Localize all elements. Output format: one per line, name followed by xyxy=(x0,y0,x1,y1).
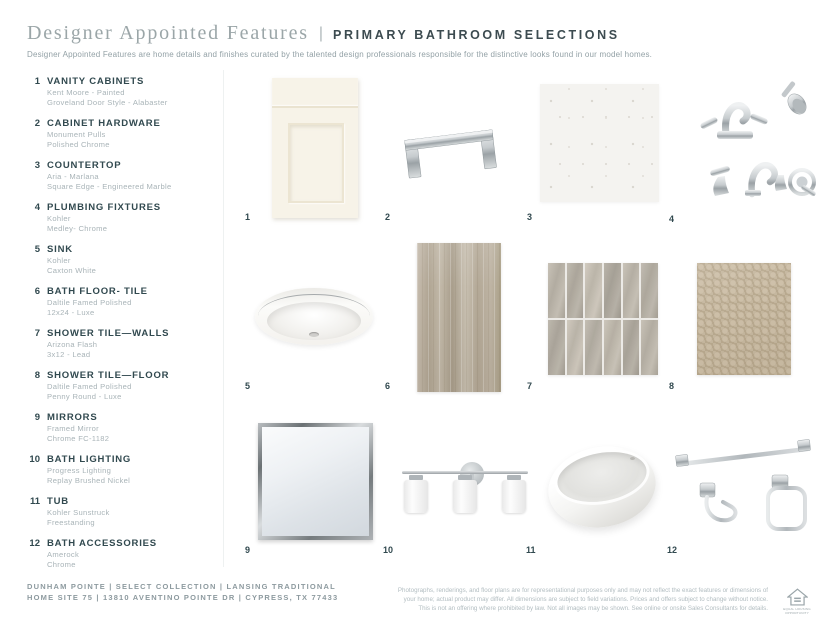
wall-tile xyxy=(604,320,621,375)
swatch-number-4: 4 xyxy=(669,214,675,224)
feature-details xyxy=(47,550,157,570)
feature-details xyxy=(47,424,109,444)
light-bar xyxy=(402,471,528,474)
page-title-row xyxy=(27,22,620,45)
swatch-number-8: 8 xyxy=(669,381,675,391)
feature-detail-line: Chrome FC-1182 xyxy=(47,434,110,443)
feature-detail-line: Framed Mirror xyxy=(47,424,99,433)
tub-overflow-dot xyxy=(630,457,635,460)
light-shade xyxy=(453,480,477,513)
feature-body xyxy=(47,160,172,192)
feature-number: 8 xyxy=(34,370,40,381)
feature-detail-line: 12x24 - Luxe xyxy=(47,308,95,317)
feature-detail-line: Kent Moore - Painted xyxy=(47,88,125,97)
feature-body xyxy=(47,412,109,444)
feature-title: COUNTERTOP xyxy=(47,160,122,171)
feature-number: 2 xyxy=(34,118,40,129)
feature-item xyxy=(27,202,225,234)
feature-details xyxy=(47,466,131,486)
feature-body xyxy=(47,538,157,570)
wall-tile xyxy=(585,263,602,318)
feature-title: BATH FLOOR- TILE xyxy=(47,286,148,297)
feature-detail-line: Caxton White xyxy=(47,266,97,275)
swatch-number-1: 1 xyxy=(245,212,251,222)
feature-details xyxy=(47,172,172,192)
feature-number: 4 xyxy=(34,202,40,213)
equal-housing-label: EQUAL HOUSING OPPORTUNITY xyxy=(783,607,811,615)
cabinet-door-panel xyxy=(288,123,344,203)
feature-detail-line: Daltile Famed Polished xyxy=(47,382,132,391)
feature-details xyxy=(47,88,168,108)
feature-detail-line: Penny Round - Luxe xyxy=(47,392,122,401)
feature-details xyxy=(47,214,161,234)
swatch-mirror xyxy=(258,423,373,540)
feature-body xyxy=(47,118,161,150)
feature-detail-line: Polished Chrome xyxy=(47,140,110,149)
feature-number: 5 xyxy=(34,244,40,255)
feature-detail-line: 3x12 - Lead xyxy=(47,350,91,359)
equal-housing-logo xyxy=(781,588,813,615)
swatch-number-2: 2 xyxy=(385,212,391,222)
feature-details xyxy=(47,340,169,360)
feature-details xyxy=(47,256,96,276)
disclaimer-line: Photographs, renderings, and floor plans are for representational purposes only and may not reflect the exact features or dimensions of xyxy=(397,587,768,594)
swatch-number-9: 9 xyxy=(245,545,251,555)
light-shade xyxy=(502,480,526,513)
feature-body xyxy=(47,76,168,108)
feature-item xyxy=(27,286,225,318)
feature-details xyxy=(47,298,148,318)
wall-tile xyxy=(641,320,658,375)
equal-housing-house-icon xyxy=(787,588,808,607)
swatch-shower-floor-tile xyxy=(697,263,791,375)
feature-detail-line: Amerock xyxy=(47,550,80,559)
bath-accessories-icon xyxy=(671,432,817,548)
wall-tile xyxy=(548,320,565,375)
community-line: DUNHAM POINTE | SELECT COLLECTION | LANSING TRADITIONAL xyxy=(27,582,336,591)
feature-number: 10 xyxy=(29,454,40,465)
feature-detail-line: Kohler Sunstruck xyxy=(47,508,110,517)
feature-number: 3 xyxy=(34,160,40,171)
swatch-bath-light xyxy=(402,462,528,518)
sink-drain xyxy=(309,332,319,337)
swatch-number-11: 11 xyxy=(526,545,536,555)
feature-number: 1 xyxy=(34,76,40,87)
feature-detail-line: Daltile Famed Polished xyxy=(47,298,132,307)
swatch-bath-accessories xyxy=(671,432,817,548)
feature-details xyxy=(47,382,169,402)
swatch-bath-floor-tile xyxy=(417,243,501,392)
feature-title: BATH ACCESSORIES xyxy=(47,538,157,549)
page-title: Designer Appointed Features xyxy=(27,22,309,44)
features-list xyxy=(27,76,225,580)
feature-item xyxy=(27,454,225,486)
cabinet-pull-icon xyxy=(400,119,500,181)
feature-detail-line: Kohler xyxy=(47,256,71,265)
light-shade xyxy=(404,480,428,513)
swatch-tub xyxy=(546,441,659,533)
wall-tile xyxy=(604,263,621,318)
feature-detail-line: Chrome xyxy=(47,560,76,569)
feature-body xyxy=(47,202,161,234)
address-line: HOME SITE 75 | 13810 AVENTINO POINTE DR | CYPRESS, TX 77433 xyxy=(27,593,339,602)
feature-title: MIRRORS xyxy=(47,412,98,423)
title-divider: | xyxy=(318,25,324,42)
feature-number: 9 xyxy=(34,412,40,423)
wall-tile xyxy=(641,263,658,318)
feature-detail-line: Monument Pulls xyxy=(47,130,106,139)
swatch-number-12: 12 xyxy=(667,545,678,555)
feature-body xyxy=(47,496,110,528)
feature-item xyxy=(27,370,225,402)
feature-item xyxy=(27,76,225,108)
swatch-plumbing-fixtures xyxy=(690,76,818,212)
feature-body xyxy=(47,454,131,486)
swatch-vanity-cabinet xyxy=(272,78,358,218)
swatch-number-7: 7 xyxy=(527,381,533,391)
wall-tile xyxy=(567,320,584,375)
feature-item xyxy=(27,244,225,276)
feature-title: PLUMBING FIXTURES xyxy=(47,202,161,213)
feature-body xyxy=(47,328,169,360)
feature-detail-line: Square Edge - Engineered Marble xyxy=(47,182,172,191)
feature-title: TUB xyxy=(47,496,69,507)
feature-item xyxy=(27,118,225,150)
feature-number: 11 xyxy=(29,496,40,507)
feature-detail-line: Medley- Chrome xyxy=(47,224,108,233)
feature-details xyxy=(47,130,161,150)
wall-tile xyxy=(548,263,565,318)
feature-detail-line: Kohler xyxy=(47,214,71,223)
feature-title: SINK xyxy=(47,244,73,255)
feature-detail-line: Freestanding xyxy=(47,518,95,527)
swatch-number-5: 5 xyxy=(245,381,251,391)
feature-number: 7 xyxy=(34,328,40,339)
feature-detail-line: Replay Brushed Nickel xyxy=(47,476,131,485)
feature-item xyxy=(27,160,225,192)
swatch-countertop xyxy=(540,84,659,202)
community-info xyxy=(27,581,338,603)
feature-body xyxy=(47,370,169,402)
feature-detail-line: Arizona Flash xyxy=(47,340,98,349)
faucet-set-icon xyxy=(690,76,818,212)
wall-tile xyxy=(567,263,584,318)
swatch-sink xyxy=(255,288,373,345)
cabinet-drawer-front xyxy=(272,78,358,108)
legal-disclaimer xyxy=(396,586,768,613)
feature-title: CABINET HARDWARE xyxy=(47,118,161,129)
feature-title: SHOWER TILE—WALLS xyxy=(47,328,170,339)
feature-detail-line: Aria - Marlana xyxy=(47,172,99,181)
feature-detail-line: Progress Lighting xyxy=(47,466,112,475)
feature-item xyxy=(27,496,225,528)
feature-title: VANITY CABINETS xyxy=(47,76,145,87)
feature-detail-line: Groveland Door Style - Alabaster xyxy=(47,98,168,107)
feature-title: SHOWER TILE—FLOOR xyxy=(47,370,170,381)
feature-item xyxy=(27,328,225,360)
swatch-number-3: 3 xyxy=(527,212,533,222)
disclaimer-line: your home; actual product may differ. All dimensions are subject to field variations. Prices and offers subject to change without notice. xyxy=(403,596,768,603)
swatch-cabinet-pull xyxy=(400,119,500,181)
feature-item xyxy=(27,412,225,444)
disclaimer-line: This is not an offering where prohibited by law. Not all images may be shown. See online or onsite Sales Consultants for details. xyxy=(418,605,768,612)
feature-details xyxy=(47,508,110,528)
feature-body xyxy=(47,286,148,318)
feature-item xyxy=(27,538,225,570)
wall-tile xyxy=(623,263,640,318)
mirror-glass xyxy=(262,427,369,536)
feature-number: 6 xyxy=(34,286,40,297)
page-title-category: PRIMARY BATHROOM SELECTIONS xyxy=(333,28,620,42)
swatch-shower-wall-tile xyxy=(548,263,658,375)
feature-title: BATH LIGHTING xyxy=(47,454,132,465)
feature-number: 12 xyxy=(29,538,40,549)
intro-text: Designer Appointed Features are home details and finishes curated by the talented design professionals responsible for the distinctive looks found in our model homes. xyxy=(27,50,653,59)
feature-body xyxy=(47,244,96,276)
swatch-number-10: 10 xyxy=(383,545,394,555)
wall-tile xyxy=(623,320,640,375)
wall-tile xyxy=(585,320,602,375)
swatch-number-6: 6 xyxy=(385,381,391,391)
